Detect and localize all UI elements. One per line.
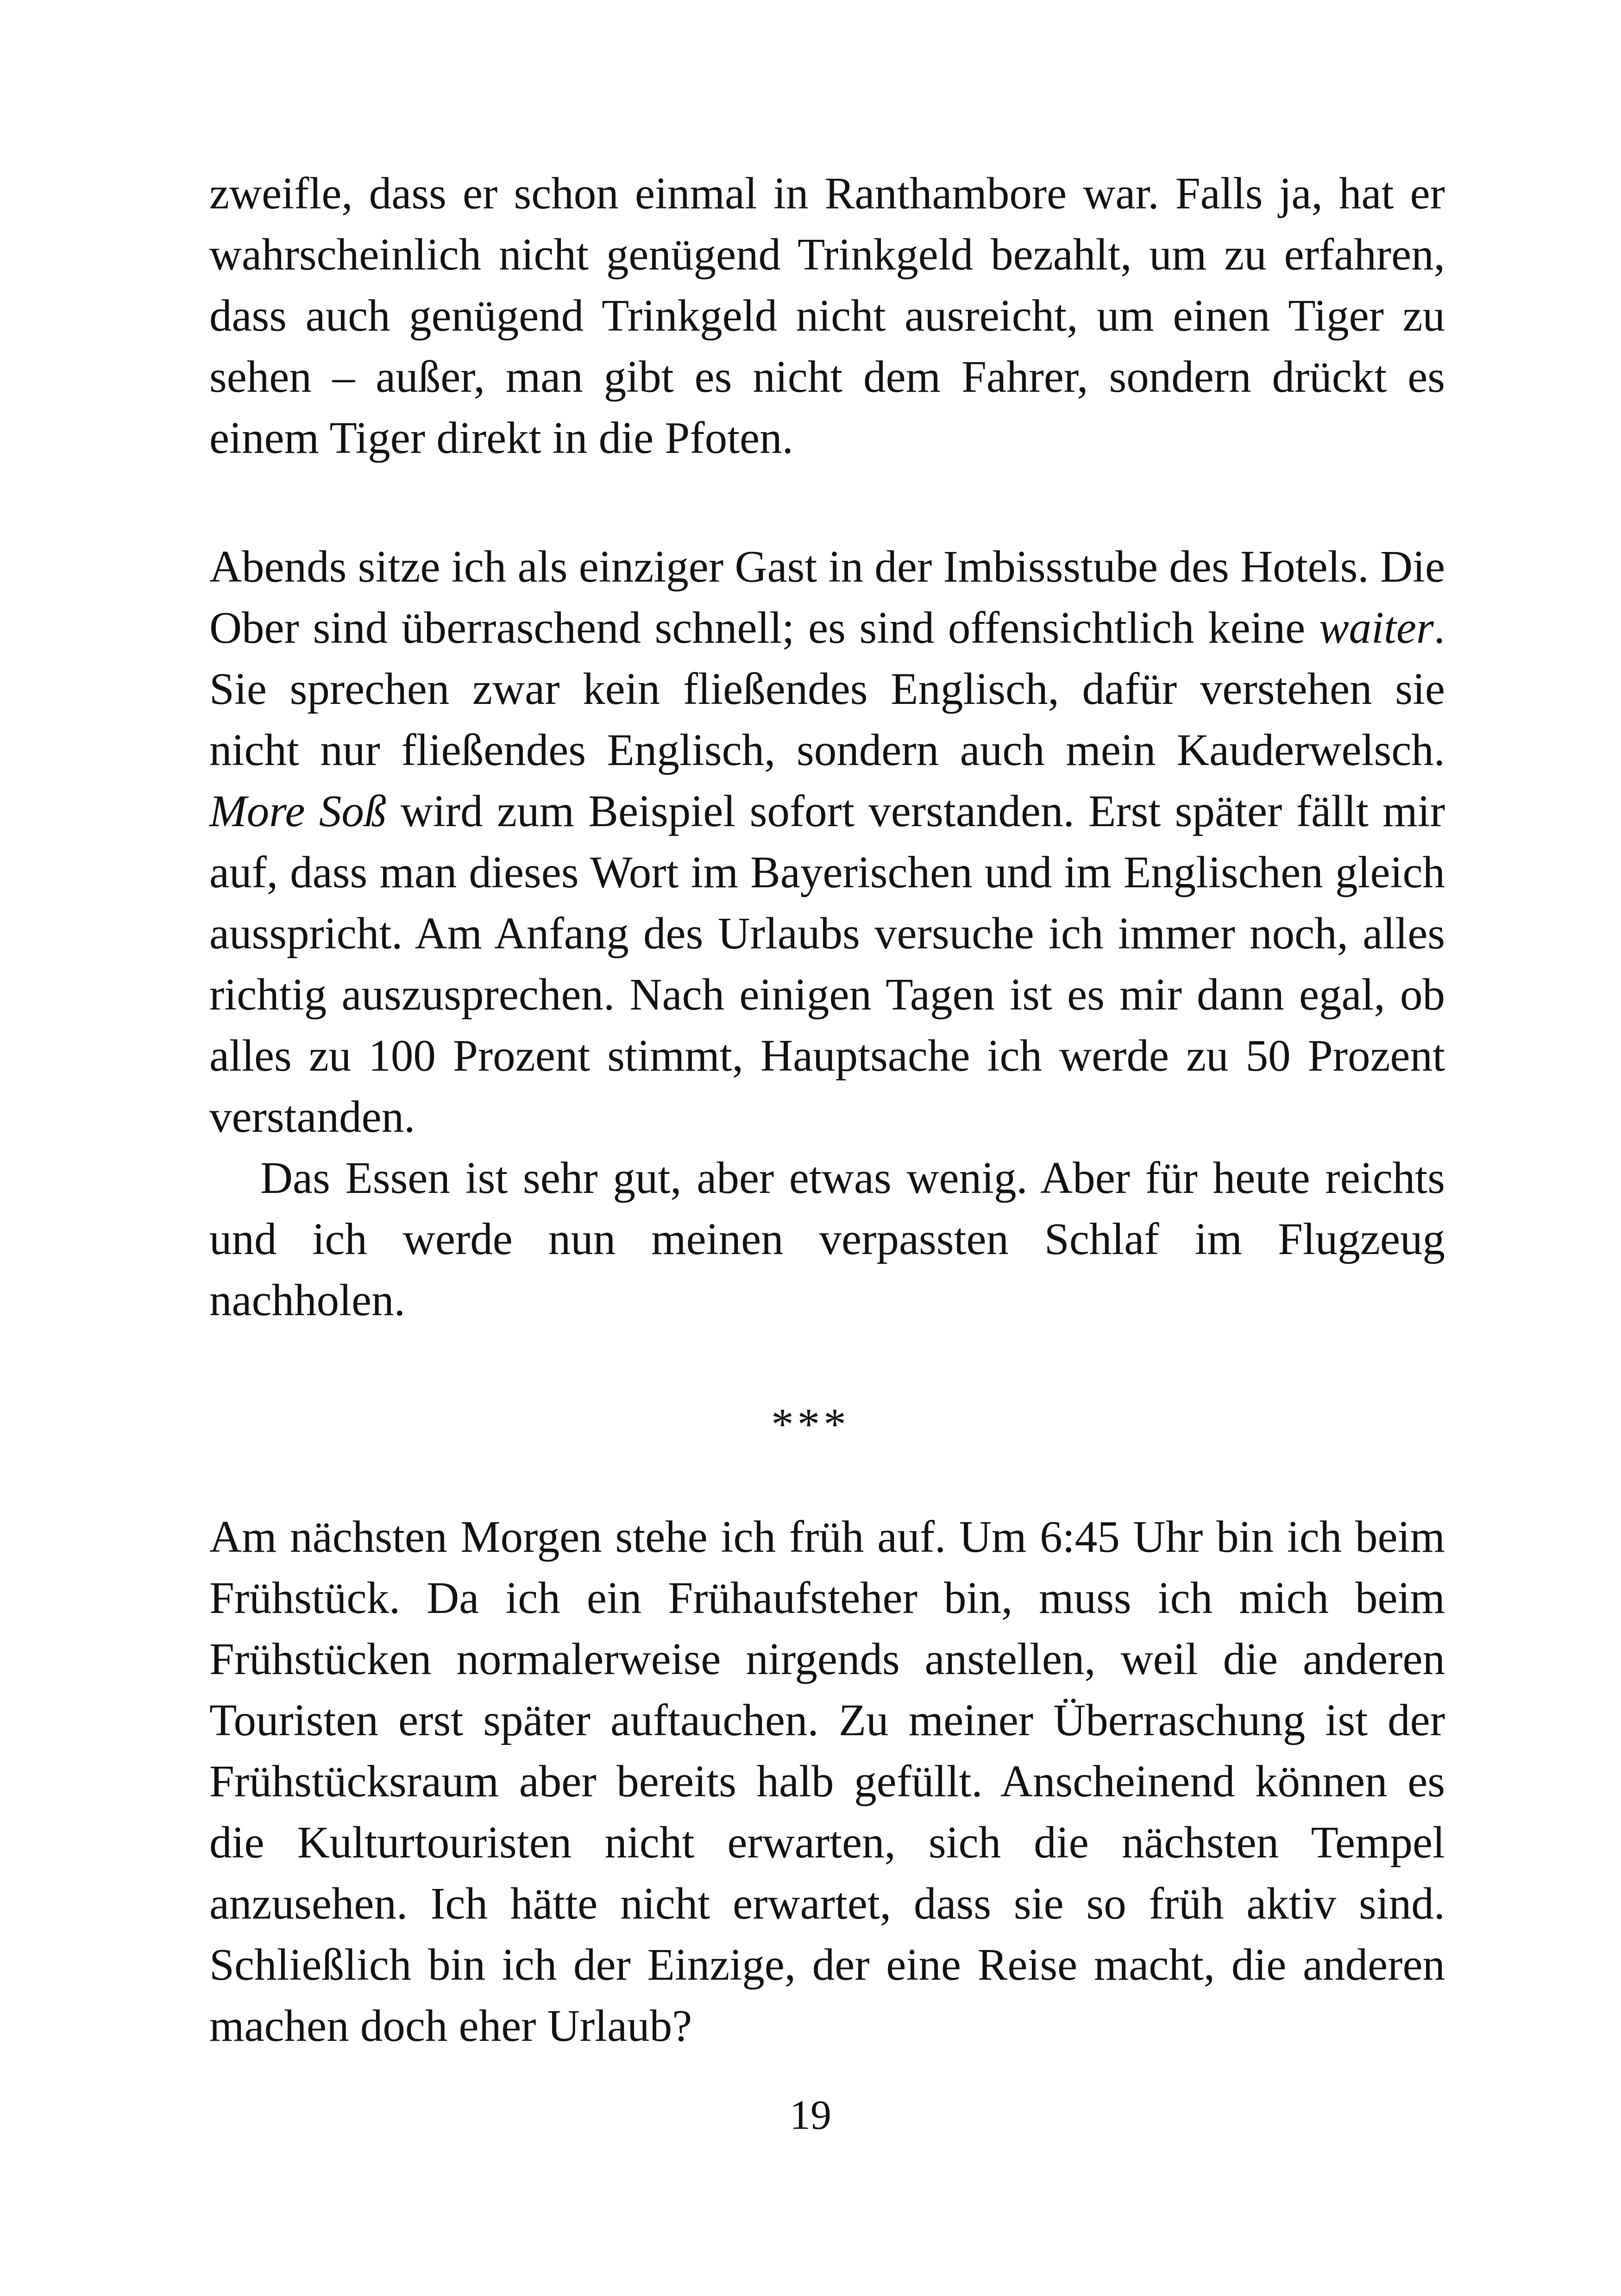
paragraph-text: Abends sitze ich als einziger Gast in der Imbissstube des Hotels. Die Ober sind überraschend schnell; es sind offensichtlich keine — [209, 542, 1445, 652]
text-section-2 — [209, 536, 1445, 1331]
section-separator: *** — [771, 1399, 850, 1449]
paragraph: Am nächsten Morgen stehe ich früh auf. Um 6:45 Uhr bin ich beim Frühstück. Da ich ein Frühaufsteher bin, muss ich mich beim Frühstücken normalerweise nirgends anstellen, weil die anderen Touristen erst später auftauchen. Zu meiner Überraschung ist der Frühstücksraum aber bereits halb gefüllt. Anscheinend können es die Kulturtouristen nicht erwarten, sich die nächsten Tempel anzusehen. Ich hätte nicht erwartet, dass sie so früh aktiv sind. Schließlich bin ich der Einzige, der eine Reise macht, die anderen machen doch eher Urlaub? — [209, 1512, 1445, 2051]
text-section-1 — [209, 163, 1445, 469]
paragraph — [209, 536, 1445, 1148]
italic-term: waiter — [1319, 603, 1434, 652]
paragraph: Das Essen ist sehr gut, aber etwas wenig. Aber für heute reichts und ich werde nun meinen verpassten Schlaf im Flugzeug nachholen. — [209, 1153, 1445, 1325]
paragraph-text: wird zum Beispiel sofort verstanden. Erst später fällt mir auf, dass man dieses Wort im Bayerischen und im Englischen gleich ausspricht. Am Anfang des Urlaubs versuche ich immer noch, alles richtig auszusprechen. Nach einigen Tagen ist es mir dann egal, ob alles zu 100 Prozent stimmt, Hauptsache ich werde zu 50 Prozent verstanden. — [209, 786, 1445, 1142]
italic-term: More Soß — [209, 786, 387, 836]
text-section-3 — [209, 1506, 1445, 2057]
paragraph: zweifle, dass er schon einmal in Ranthambore war. Falls ja, hat er wahrscheinlich nicht genügend Trinkgeld bezahlt, um zu erfahren, dass auch genügend Trinkgeld nicht ausreicht, um einen Tiger zu sehen – außer, man gibt es nicht dem Fahrer, sondern drückt es einem Tiger direkt in die Pfoten. — [209, 169, 1445, 463]
page-number: 19 — [790, 2092, 831, 2138]
paragraph-text: . Sie sprechen zwar kein fließendes Englisch, dafür verstehen sie nicht nur fließendes Englisch, sondern auch mein Kauderwelsch. — [209, 603, 1445, 775]
